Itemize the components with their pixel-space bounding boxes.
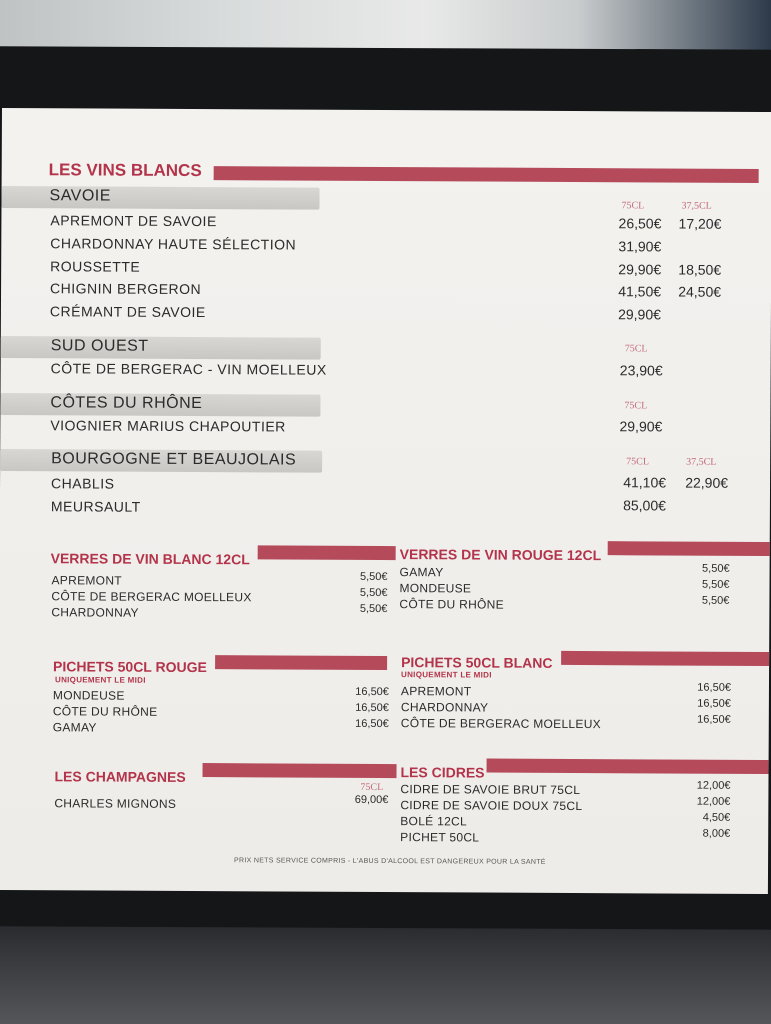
list-item: ROUSSETTE bbox=[50, 258, 141, 275]
price-75cl: 41,50€ bbox=[618, 283, 662, 300]
price-75cl: 23,90€ bbox=[619, 362, 663, 379]
price: 16,50€ bbox=[355, 717, 389, 731]
list-item: CÔTE DE BERGERAC - VIN MOELLEUX bbox=[50, 360, 327, 378]
price: 5,50€ bbox=[701, 578, 730, 591]
section-title-verres-blanc: VERRES DE VIN BLANC 12CL bbox=[50, 550, 250, 568]
section-bar bbox=[258, 545, 396, 560]
list-item: PICHET 50CL bbox=[400, 830, 480, 845]
section-bar bbox=[487, 759, 769, 774]
list-item: MEURSAULT bbox=[50, 498, 141, 515]
section-bar bbox=[214, 166, 759, 183]
list-item: MONDEUSE bbox=[52, 688, 125, 703]
region-title-savoie: SAVOIE bbox=[49, 187, 111, 205]
section-title-champagnes: LES CHAMPAGNES bbox=[54, 768, 186, 785]
section-bar bbox=[202, 763, 396, 778]
price: 5,50€ bbox=[359, 602, 388, 616]
price-37cl: 22,90€ bbox=[685, 474, 729, 491]
list-item: VIOGNIER MARIUS CHAPOUTIER bbox=[50, 417, 286, 435]
section-bar bbox=[608, 541, 770, 556]
price-75cl: 41,10€ bbox=[623, 474, 667, 491]
price: 16,50€ bbox=[697, 697, 731, 710]
price: 5,50€ bbox=[701, 594, 730, 607]
price: 5,50€ bbox=[702, 562, 730, 575]
list-item: GAMAY bbox=[399, 565, 444, 580]
legal-footer: PRIX NETS SERVICE COMPRIS - L'ABUS D'ALCOOL EST DANGEREUX POUR LA SANTÉ bbox=[234, 857, 546, 866]
list-item: CHARDONNAY HAUTE SÉLECTION bbox=[50, 235, 297, 253]
section-bar bbox=[215, 655, 387, 670]
price: 5,50€ bbox=[359, 570, 388, 584]
price-37cl: 17,20€ bbox=[678, 215, 722, 232]
volume-label: 75CL bbox=[624, 343, 648, 355]
section-title-pichets-rouge: PICHETS 50CL ROUGE bbox=[53, 658, 207, 676]
volume-label: 75CL bbox=[621, 200, 645, 212]
section-note: UNIQUEMENT LE MIDI bbox=[401, 670, 492, 680]
volume-label: 75CL bbox=[360, 781, 384, 794]
section-title-cidres: LES CIDRES bbox=[400, 764, 485, 781]
price: 16,50€ bbox=[697, 713, 731, 726]
list-item: CHARLES MIGNONS bbox=[54, 796, 177, 811]
price-75cl: 29,90€ bbox=[619, 418, 663, 435]
list-item: CIDRE DE SAVOIE BRUT 75CL bbox=[400, 782, 581, 798]
price: 4,50€ bbox=[702, 811, 731, 824]
price: 16,50€ bbox=[355, 685, 389, 699]
section-note: UNIQUEMENT LE MIDI bbox=[54, 675, 146, 685]
price-75cl: 31,90€ bbox=[618, 238, 662, 255]
section-bar bbox=[561, 651, 769, 666]
list-item: CRÉMANT DE SAVOIE bbox=[49, 303, 206, 321]
price-75cl: 85,00€ bbox=[623, 497, 666, 514]
price-75cl: 29,90€ bbox=[618, 261, 662, 278]
list-item: CÔTE DU RHÔNE bbox=[52, 704, 158, 719]
list-item: CIDRE DE SAVOIE DOUX 75CL bbox=[400, 798, 583, 814]
region-title-bourgogne: BOURGOGNE ET BEAUJOLAIS bbox=[51, 450, 297, 469]
list-item: APREMONT bbox=[51, 573, 122, 588]
volume-label: 75CL bbox=[624, 400, 648, 412]
list-item: CÔTE DU RHÔNE bbox=[399, 597, 505, 612]
list-item: MONDEUSE bbox=[399, 581, 472, 596]
section-title-verres-rouge: VERRES DE VIN ROUGE 12CL bbox=[399, 546, 602, 564]
volume-label: 37,5CL bbox=[681, 200, 712, 212]
list-item: CHARDONNAY bbox=[51, 605, 139, 620]
price: 5,50€ bbox=[359, 586, 388, 600]
list-item: CHABLIS bbox=[50, 475, 115, 492]
volume-label: 37,5CL bbox=[686, 456, 717, 468]
list-item: APREMONT DE SAVOIE bbox=[50, 212, 217, 230]
list-item: GAMAY bbox=[52, 720, 97, 735]
volume-label: 75CL bbox=[626, 456, 649, 468]
section-title-pichets-blanc: PICHETS 50CL BLANC bbox=[401, 654, 553, 671]
price-75cl: 26,50€ bbox=[618, 215, 662, 232]
price: 12,00€ bbox=[696, 795, 731, 808]
wine-menu-card bbox=[0, 108, 771, 894]
list-item: APREMONT bbox=[400, 684, 472, 699]
price-75cl: 29,90€ bbox=[618, 306, 661, 323]
price: 69,00€ bbox=[354, 793, 389, 807]
price: 16,50€ bbox=[697, 681, 732, 694]
list-item: CHARDONNAY bbox=[400, 700, 489, 715]
region-tab bbox=[1, 336, 321, 360]
region-title-cotes-du-rhone: CÔTES DU RHÔNE bbox=[50, 394, 203, 413]
region-title-sud-ouest: SUD OUEST bbox=[50, 337, 149, 355]
list-item: CÔTE DE BERGERAC MOELLEUX bbox=[51, 589, 252, 605]
list-item: BOLÉ 12CL bbox=[400, 814, 468, 829]
list-item: CÔTE DE BERGERAC MOELLEUX bbox=[400, 716, 602, 732]
price-37cl: 18,50€ bbox=[678, 261, 722, 278]
price-37cl: 24,50€ bbox=[678, 283, 722, 300]
section-title-vins-blancs: LES VINS BLANCS bbox=[48, 160, 202, 181]
price: 12,00€ bbox=[696, 779, 731, 792]
price: 16,50€ bbox=[355, 701, 389, 715]
list-item: CHIGNIN BERGERON bbox=[50, 280, 202, 298]
price: 8,00€ bbox=[702, 827, 731, 840]
